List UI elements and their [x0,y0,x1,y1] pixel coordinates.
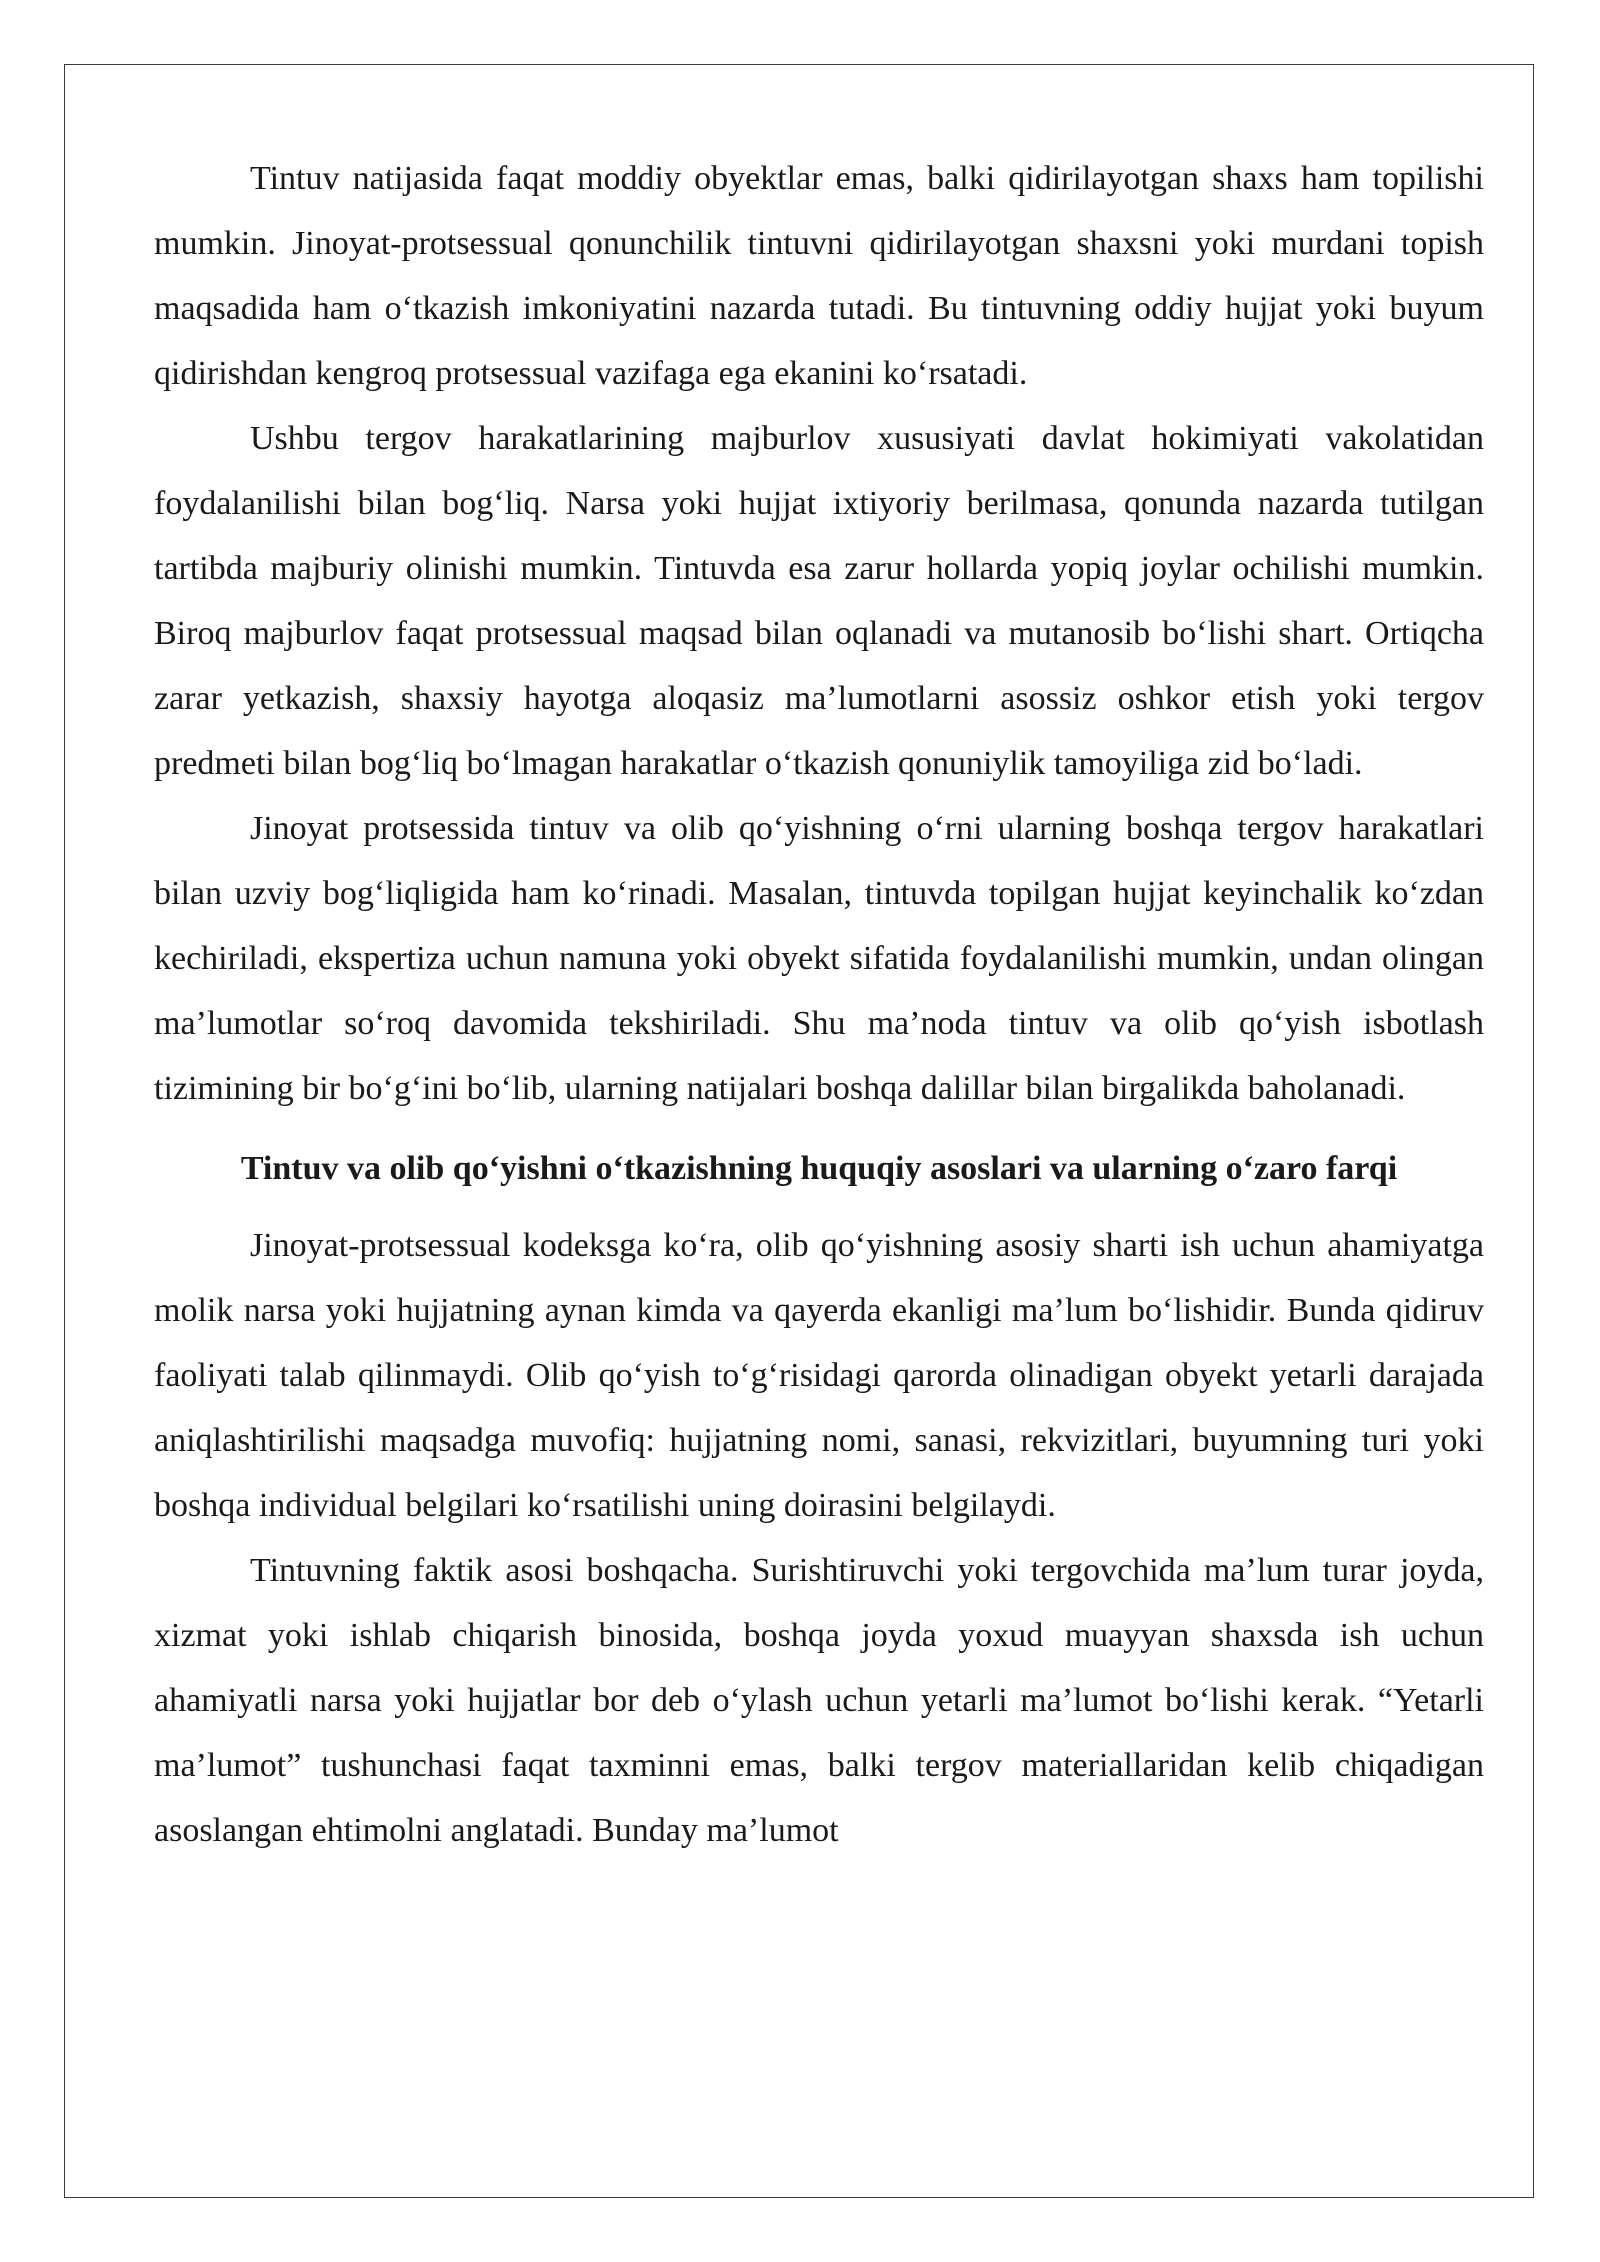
paragraph-1: Tintuv natijasida faqat moddiy obyektlar emas, balki qidirilayotgan shaxs ham topilishi mumkin. Jinoyat-protsessual qonunchilik tintuvni qidirilayotgan shaxsni yoki murdani topish maqsadida ham o‘tkazish imkoniyatini nazarda tutadi. Bu tintuvning oddiy hujjat yoki buyum qidirishdan kengroq protsessual vazifaga ega ekanini ko‘rsatadi. [154,160,1484,392]
paragraph-3: Jinoyat protsessida tintuv va olib qo‘yishning o‘rni ularning boshqa tergov harakatlari bilan uzviy bog‘liqligida ham ko‘rinadi. Masalan, tintuvda topilgan hujjat keyinchalik ko‘zdan kechiriladi, ekspertiza uchun namuna yoki obyekt sifatida foydalanilishi mumkin, undan olingan ma’lumotlar so‘roq davomida tekshiriladi. Shu ma’noda tintuv va olib qo‘yish isbotlash tizimining bir bo‘g‘ini bo‘lib, ularning natijalari boshqa dalillar bilan birgalikda baholanadi. [154,810,1484,1107]
paragraph-2: Ushbu tergov harakatlarining majburlov xususiyati davlat hokimiyati vakolatidan foydalanilishi bilan bog‘liq. Narsa yoki hujjat ixtiyoriy berilmasa, qonunda nazarda tutilgan tartibda majburiy olinishi mumkin. Tintuvda esa zarur hollarda yopiq joylar ochilishi mumkin. Biroq majburlov faqat protsessual maqsad bilan oqlanadi va mutanosib bo‘lishi shart. Ortiqcha zarar yetkazish, shaxsiy hayotga aloqasiz ma’lumotlarni asossiz oshkor etish yoki tergov predmeti bilan bog‘liq bo‘lmagan harakatlar o‘tkazish qonuniylik tamoyiliga zid bo‘ladi. [154,420,1484,782]
document-body [154,146,1484,1863]
section-heading: Tintuv va olib qo‘yishni o‘tkazishning huquqiy asoslari va ularning o‘zaro farqi [240,1150,1398,1187]
paragraph-4: Jinoyat-protsessual kodeksga ko‘ra, olib qo‘yishning asosiy sharti ish uchun ahamiyatga molik narsa yoki hujjatning aynan kimda va qayerda ekanligi ma’lum bo‘lishidir. Bunda qidiruv faoliyati talab qilinmaydi. Olib qo‘yish to‘g‘risidagi qarorda olinadigan obyekt yetarli darajada aniqlashtirilishi maqsadga muvofiq: hujjatning nomi, sanasi, rekvizitlari, buyumning turi yoki boshqa individual belgilari ko‘rsatilishi uning doirasini belgilaydi. [154,1227,1484,1524]
paragraph-5: Tintuvning faktik asosi boshqacha. Surishtiruvchi yoki tergovchida ma’lum turar joyda, xizmat yoki ishlab chiqarish binosida, boshqa joyda yoxud muayyan shaxsda ish uchun ahamiyatli narsa yoki hujjatlar bor deb o‘ylash uchun yetarli ma’lumot bo‘lishi kerak. “Yetarli ma’lumot” tushunchasi faqat taxminni emas, balki tergov materiallaridan kelib chiqadigan asoslangan ehtimolni anglatadi. Bunday ma’lumot [154,1552,1484,1849]
